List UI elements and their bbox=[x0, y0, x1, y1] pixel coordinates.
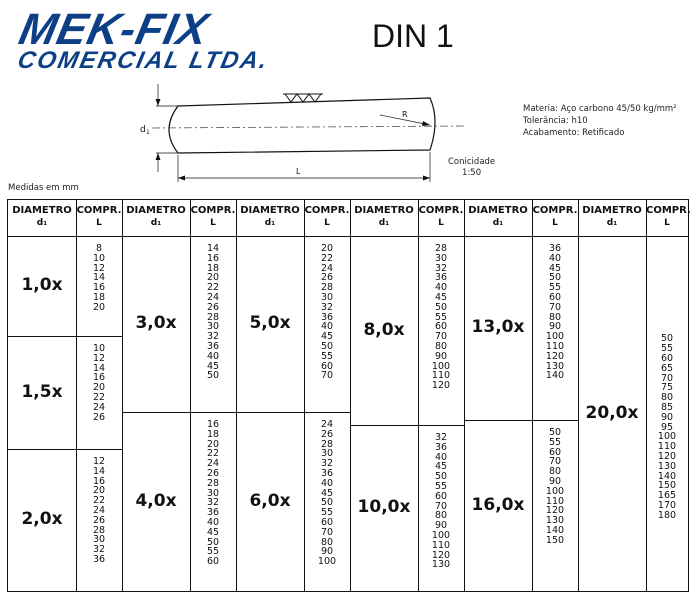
length-value: 22 bbox=[320, 252, 334, 264]
company-logo bbox=[14, 5, 272, 74]
length-value: 8 bbox=[95, 243, 103, 254]
header-length-sub: L bbox=[552, 218, 558, 228]
row-divider bbox=[350, 425, 464, 426]
spec-material: Materia: Aço carbono 45/50 kg/mm² bbox=[523, 104, 677, 114]
length-value: 55 bbox=[320, 507, 334, 519]
length-value: 40 bbox=[320, 321, 334, 333]
length-value: 60 bbox=[660, 352, 674, 364]
length-value: 70 bbox=[660, 372, 674, 384]
length-value: 22 bbox=[206, 282, 220, 294]
length-value: 14 bbox=[206, 243, 220, 254]
length-value: 55 bbox=[548, 282, 562, 294]
header-diameter bbox=[8, 204, 76, 230]
header-length bbox=[76, 204, 122, 230]
length-value: 32 bbox=[206, 331, 220, 343]
length-value: 24 bbox=[320, 262, 334, 274]
length-list bbox=[76, 344, 122, 422]
length-value: 60 bbox=[548, 291, 562, 303]
header-length-label: COMPR. bbox=[304, 205, 350, 216]
header-diameter bbox=[578, 204, 646, 230]
length-value: 28 bbox=[206, 311, 220, 323]
length-value: 130 bbox=[657, 460, 677, 472]
length-value: 20 bbox=[92, 301, 106, 313]
column-divider bbox=[578, 200, 579, 591]
conicity-label: Conicidade bbox=[448, 157, 496, 167]
header-length-label: COMPR. bbox=[190, 205, 236, 216]
length-value: 12 bbox=[92, 262, 106, 274]
length-value: 22 bbox=[92, 391, 106, 403]
length-value: 60 bbox=[548, 446, 562, 458]
length-value: 100 bbox=[431, 529, 451, 541]
row-divider bbox=[464, 420, 578, 421]
diameter-value: 8,0x bbox=[363, 319, 405, 340]
d1-label: d bbox=[140, 125, 146, 135]
row-divider bbox=[8, 449, 122, 450]
length-list bbox=[304, 420, 350, 567]
column-divider bbox=[464, 200, 465, 591]
diameter-value: 1,5x bbox=[21, 381, 63, 402]
header-diameter-label: DIAMETRO bbox=[468, 205, 528, 216]
length-value: 26 bbox=[320, 428, 334, 440]
length-value: 55 bbox=[434, 480, 448, 492]
length-value: 10 bbox=[92, 343, 106, 354]
logo-name: MEK-FIX bbox=[14, 5, 214, 54]
header-length-label: COMPR. bbox=[76, 205, 122, 216]
length-value: 36 bbox=[320, 467, 334, 479]
length-value: 110 bbox=[431, 539, 451, 551]
length-value: 150 bbox=[545, 534, 565, 546]
length-value: 18 bbox=[206, 262, 220, 274]
length-value: 50 bbox=[206, 536, 220, 548]
length-list bbox=[418, 244, 464, 391]
length-value: 20 bbox=[206, 272, 220, 284]
length-value: 36 bbox=[434, 441, 448, 453]
length-value: 26 bbox=[92, 411, 106, 423]
length-value: 80 bbox=[434, 340, 448, 352]
length-value: 32 bbox=[206, 497, 220, 509]
length-value: 55 bbox=[434, 311, 448, 323]
length-value: 32 bbox=[434, 432, 448, 443]
header-diameter bbox=[122, 204, 190, 230]
length-value: 22 bbox=[92, 495, 106, 507]
length-value: 60 bbox=[206, 556, 220, 568]
length-value: 36 bbox=[548, 243, 562, 254]
length-value: 165 bbox=[657, 490, 677, 502]
header-length-label: COMPR. bbox=[646, 205, 691, 216]
length-value: 32 bbox=[320, 301, 334, 313]
length-value: 70 bbox=[548, 301, 562, 313]
length-value: 130 bbox=[545, 515, 565, 527]
length-value: 60 bbox=[320, 360, 334, 372]
header-length-sub: L bbox=[324, 218, 330, 228]
length-value: 60 bbox=[320, 516, 334, 528]
header-diameter-sub: d₁ bbox=[264, 218, 276, 228]
length-value: 10 bbox=[92, 252, 106, 264]
diameter-value: 1,0x bbox=[21, 275, 63, 295]
row-divider bbox=[236, 412, 350, 413]
diameter-value: 4,0x bbox=[135, 490, 177, 511]
length-value: 90 bbox=[548, 321, 562, 333]
length-value: 45 bbox=[434, 291, 448, 303]
length-list bbox=[646, 334, 688, 520]
length-value: 30 bbox=[320, 291, 334, 303]
length-value: 110 bbox=[657, 441, 677, 453]
length-value: 24 bbox=[206, 458, 220, 470]
diameter-value: 2,0x bbox=[21, 509, 63, 529]
conicity-value: 1:50 bbox=[462, 168, 482, 178]
length-value: 24 bbox=[92, 401, 106, 413]
header-diameter-label: DIAMETRO bbox=[126, 205, 186, 216]
length-value: 20 bbox=[92, 485, 106, 497]
length-list bbox=[190, 244, 236, 381]
length-value: 120 bbox=[657, 450, 677, 462]
length-value: 50 bbox=[206, 370, 220, 382]
length-value: 70 bbox=[548, 456, 562, 468]
diameter-value: 6,0x bbox=[249, 490, 291, 511]
length-value: 16 bbox=[92, 282, 106, 294]
header-diameter-label: DIAMETRO bbox=[582, 205, 642, 216]
length-value: 110 bbox=[431, 370, 451, 382]
length-value: 12 bbox=[92, 352, 106, 364]
header-diameter-label: DIAMETRO bbox=[240, 205, 300, 216]
length-value: 70 bbox=[434, 331, 448, 343]
header-diameter-label: DIAMETRO bbox=[354, 205, 414, 216]
header-diameter-sub: d₁ bbox=[378, 218, 390, 228]
units-note: Medidas em mm bbox=[8, 183, 79, 193]
length-value: 50 bbox=[434, 471, 448, 483]
length-value: 95 bbox=[660, 421, 674, 433]
length-value: 55 bbox=[660, 343, 674, 355]
length-value: 30 bbox=[434, 252, 448, 264]
column-divider bbox=[122, 200, 123, 591]
length-value: 28 bbox=[320, 282, 334, 294]
header-length-sub: L bbox=[438, 218, 444, 228]
length-value: 120 bbox=[545, 350, 565, 362]
length-value: 80 bbox=[548, 466, 562, 478]
length-value: 120 bbox=[545, 505, 565, 517]
length-value: 100 bbox=[657, 431, 677, 443]
length-value: 14 bbox=[92, 362, 106, 374]
header-diameter-sub: d₁ bbox=[36, 218, 48, 228]
conicity-note bbox=[448, 157, 495, 179]
length-value: 50 bbox=[660, 333, 674, 345]
length-value: 50 bbox=[548, 427, 562, 438]
length-value: 70 bbox=[320, 370, 334, 382]
length-value: 45 bbox=[206, 526, 220, 538]
length-value: 55 bbox=[320, 350, 334, 362]
logo-subtitle: COMERCIAL LTDA. bbox=[15, 47, 272, 74]
length-value: 70 bbox=[434, 500, 448, 512]
length-value: 26 bbox=[92, 514, 106, 526]
length-value: 80 bbox=[320, 536, 334, 548]
header-diameter-label: DIAMETRO bbox=[12, 205, 72, 216]
header-diameter-sub: d₁ bbox=[150, 218, 162, 228]
header-divider bbox=[8, 236, 688, 237]
length-value: 22 bbox=[206, 448, 220, 460]
length-list bbox=[76, 457, 122, 565]
length-value: 100 bbox=[317, 556, 337, 568]
header-length-sub: L bbox=[210, 218, 216, 228]
length-list bbox=[418, 433, 464, 570]
length-value: 20 bbox=[320, 243, 334, 254]
header-length-label: COMPR. bbox=[532, 205, 578, 216]
length-value: 80 bbox=[660, 392, 674, 404]
length-value: 32 bbox=[320, 458, 334, 470]
length-value: 90 bbox=[548, 475, 562, 487]
length-value: 180 bbox=[657, 509, 677, 521]
length-value: 90 bbox=[320, 546, 334, 558]
length-list bbox=[190, 420, 236, 567]
header-diameter bbox=[464, 204, 532, 230]
length-value: 30 bbox=[92, 534, 106, 546]
length-value: 40 bbox=[548, 252, 562, 264]
length-value: 32 bbox=[92, 544, 106, 556]
length-value: 45 bbox=[434, 461, 448, 473]
length-value: 14 bbox=[92, 272, 106, 284]
length-value: 50 bbox=[434, 301, 448, 313]
r-label: R bbox=[402, 110, 408, 119]
length-value: 120 bbox=[431, 549, 451, 561]
spec-finish: Acabamento: Retificado bbox=[523, 128, 625, 138]
length-value: 100 bbox=[545, 331, 565, 343]
length-value: 50 bbox=[320, 497, 334, 509]
length-value: 30 bbox=[206, 321, 220, 333]
length-list bbox=[532, 244, 578, 381]
length-value: 24 bbox=[206, 291, 220, 303]
length-value: 28 bbox=[92, 524, 106, 536]
length-value: 36 bbox=[206, 507, 220, 519]
length-value: 45 bbox=[320, 331, 334, 343]
length-value: 36 bbox=[320, 311, 334, 323]
column-divider bbox=[236, 200, 237, 591]
length-value: 40 bbox=[206, 516, 220, 528]
length-value: 18 bbox=[206, 428, 220, 440]
length-value: 75 bbox=[660, 382, 674, 394]
length-value: 20 bbox=[92, 382, 106, 394]
length-value: 32 bbox=[434, 262, 448, 274]
length-value: 45 bbox=[320, 487, 334, 499]
length-value: 60 bbox=[434, 490, 448, 502]
length-value: 18 bbox=[92, 291, 106, 303]
l-label: L bbox=[296, 167, 301, 176]
row-divider bbox=[8, 336, 122, 337]
length-value: 150 bbox=[657, 480, 677, 492]
diameter-value: 16,0x bbox=[471, 494, 525, 515]
diameter-value: 10,0x bbox=[357, 497, 411, 517]
length-value: 85 bbox=[660, 401, 674, 413]
length-value: 90 bbox=[434, 520, 448, 532]
length-value: 50 bbox=[548, 272, 562, 284]
standard-title: DIN 1 bbox=[372, 18, 454, 54]
length-value: 28 bbox=[206, 477, 220, 489]
length-value: 36 bbox=[434, 272, 448, 284]
length-value: 130 bbox=[431, 559, 451, 571]
length-value: 100 bbox=[431, 360, 451, 372]
diameter-value: 20,0x bbox=[585, 402, 639, 423]
length-value: 70 bbox=[320, 526, 334, 538]
length-value: 140 bbox=[545, 524, 565, 536]
header-length bbox=[532, 204, 578, 230]
length-value: 90 bbox=[434, 350, 448, 362]
length-list bbox=[532, 428, 578, 546]
length-value: 40 bbox=[320, 477, 334, 489]
header-length bbox=[418, 204, 464, 230]
length-value: 24 bbox=[92, 504, 106, 516]
length-value: 28 bbox=[434, 243, 448, 254]
length-value: 100 bbox=[545, 485, 565, 497]
length-value: 60 bbox=[434, 321, 448, 333]
header-length-sub: L bbox=[664, 218, 670, 228]
length-value: 20 bbox=[206, 438, 220, 450]
length-list bbox=[304, 244, 350, 381]
length-value: 90 bbox=[660, 411, 674, 423]
length-value: 45 bbox=[548, 262, 562, 274]
spec-tolerance: Tolerância: h10 bbox=[523, 116, 588, 126]
length-value: 80 bbox=[548, 311, 562, 323]
length-value: 36 bbox=[92, 553, 106, 565]
length-value: 80 bbox=[434, 510, 448, 522]
length-value: 130 bbox=[545, 360, 565, 372]
header-length-label: COMPR. bbox=[418, 205, 464, 216]
length-value: 30 bbox=[320, 448, 334, 460]
length-value: 36 bbox=[206, 340, 220, 352]
row-divider bbox=[122, 412, 236, 413]
length-value: 26 bbox=[320, 272, 334, 284]
header-diameter-sub: d₁ bbox=[492, 218, 504, 228]
length-value: 140 bbox=[657, 470, 677, 482]
length-value: 170 bbox=[657, 499, 677, 511]
diameter-value: 3,0x bbox=[135, 313, 177, 333]
length-value: 55 bbox=[548, 436, 562, 448]
length-value: 40 bbox=[434, 282, 448, 294]
length-value: 16 bbox=[206, 252, 220, 264]
header-length bbox=[304, 204, 350, 230]
length-value: 55 bbox=[206, 546, 220, 558]
length-value: 50 bbox=[320, 340, 334, 352]
length-value: 110 bbox=[545, 495, 565, 507]
length-value: 140 bbox=[545, 370, 565, 382]
length-value: 14 bbox=[92, 465, 106, 477]
d1-sub: 1 bbox=[146, 129, 150, 136]
diameter-value: 13,0x bbox=[471, 317, 525, 337]
material-specs bbox=[523, 103, 677, 139]
length-value: 30 bbox=[206, 487, 220, 499]
length-value: 26 bbox=[206, 467, 220, 479]
diameter-value: 5,0x bbox=[249, 313, 291, 333]
length-value: 12 bbox=[92, 456, 106, 467]
length-value: 110 bbox=[545, 340, 565, 352]
column-divider bbox=[350, 200, 351, 591]
length-value: 28 bbox=[320, 438, 334, 450]
length-value: 65 bbox=[660, 362, 674, 374]
length-value: 16 bbox=[92, 475, 106, 487]
length-value: 26 bbox=[206, 301, 220, 313]
header-length bbox=[190, 204, 236, 230]
length-value: 16 bbox=[206, 419, 220, 430]
header-diameter bbox=[350, 204, 418, 230]
header-length bbox=[646, 204, 691, 230]
header-length-sub: L bbox=[96, 218, 102, 228]
dimensions-table bbox=[7, 199, 689, 592]
length-value: 45 bbox=[206, 360, 220, 372]
length-value: 40 bbox=[206, 350, 220, 362]
length-list bbox=[76, 244, 122, 313]
header-diameter-sub: d₁ bbox=[606, 218, 618, 228]
length-value: 16 bbox=[92, 372, 106, 384]
header-diameter bbox=[236, 204, 304, 230]
length-value: 24 bbox=[320, 419, 334, 430]
length-value: 120 bbox=[431, 380, 451, 392]
length-value: 40 bbox=[434, 451, 448, 463]
